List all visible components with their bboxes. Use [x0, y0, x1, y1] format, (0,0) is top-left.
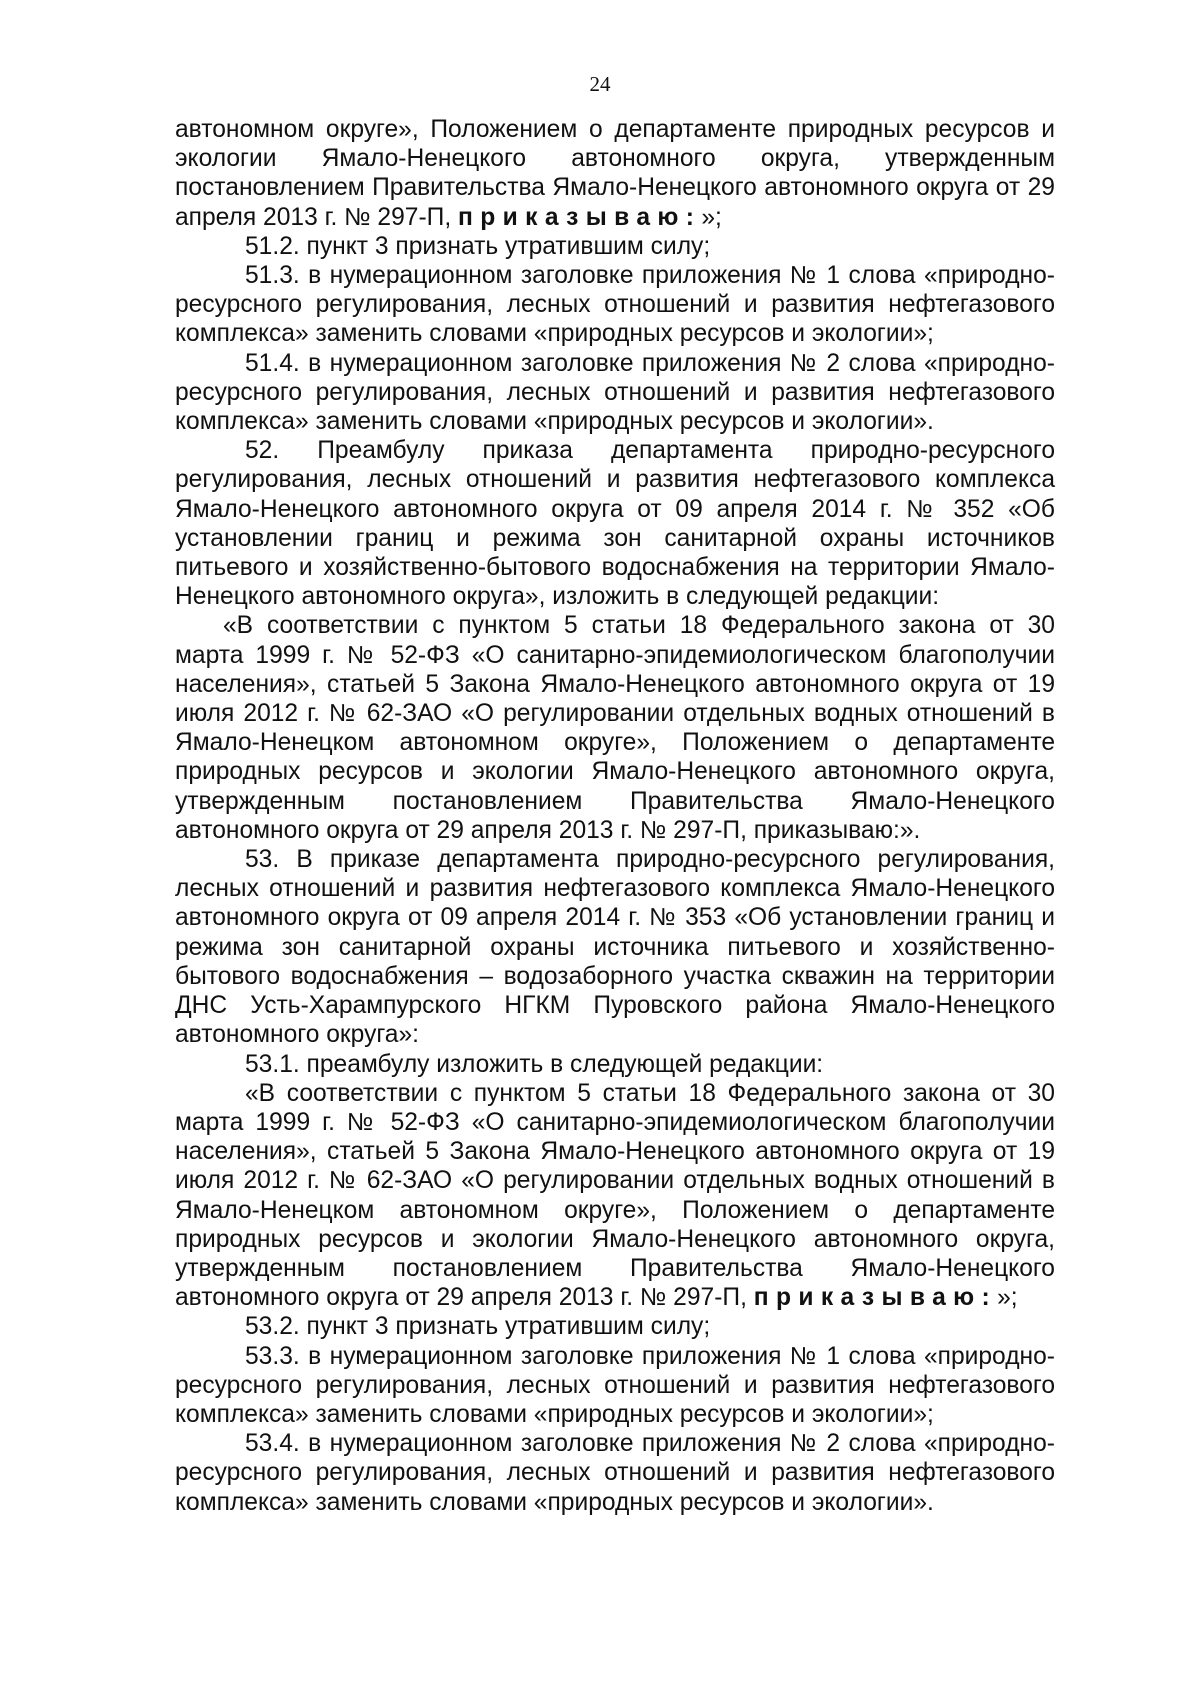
paragraph-52: 52. Преамбулу приказа департамента природно-ресурсного регулирования, лесных отношений и развития нефтегазового комплекса Ямало-Ненецкого автономного округа от 09 апреля 2014 г. № 352 «Об установлении границ и режима зон санитарной охраны источников питьевого и хозяйственно-бытового водоснабжения на территории Ямало-Ненецкого автономного округа», изложить в следующей редакции:	[175, 437, 1055, 611]
paragraph-51-2: 51.2. пункт 3 признать утратившим силу;	[245, 232, 711, 260]
paragraph-53-4: 53.4. в нумерационном заголовке приложения № 2 слова «природно-ресурсного регулирования, лесных отношений и развития нефтегазового комплекса» заменить словами «природных ресурсов и экологии».	[175, 1430, 1055, 1516]
page-number: 24	[589, 72, 611, 96]
paragraph-53-1-quote	[175, 1079, 1055, 1313]
paragraph-53-1: 53.1. преамбулу изложить в следующей редакции:	[245, 1050, 824, 1078]
paragraph-continuation	[175, 115, 1055, 232]
paragraph-53-2: 53.2. пункт 3 признать утратившим силу;	[245, 1313, 711, 1341]
paragraph-text: «В соответствии с пунктом 5 статьи 18 Федерального закона от 30 марта 1999 г. № 52-ФЗ «О санитарно-эпидемиологическом благополучии населения», статьей 5 Закона Ямало-Ненецкого автономного округа от 19 июля 2012 г. № 62-ЗАО «О регулировании отдельных водных отношений в Ямало-Ненецком автономном округе», Положением о департаменте природных ресурсов и экологии Ямало-Ненецкого автономного округа, утвержденным постановлением Правительства Ямало-Ненецкого автономного округа от 29 апреля 2013 г. № 297-П,	[175, 1079, 1055, 1312]
paragraph-53: 53. В приказе департамента природно-ресурсного регулирования, лесных отношений и развития нефтегазового комплекса Ямало-Ненецкого автономного округа от 09 апреля 2014 г. № 353 «Об установлении границ и режима зон санитарной охраны источника питьевого и хозяйственно-бытового водоснабжения – водозаборного участка скважин на территории ДНС Усть-Харампурского НГКМ Пуровского района Ямало-Ненецкого автономного округа»:	[175, 846, 1055, 1049]
paragraph-51-4: 51.4. в нумерационном заголовке приложения № 2 слова «природно-ресурсного регулирования, лесных отношений и развития нефтегазового комплекса» заменить словами «природных ресурсов и экологии».	[175, 349, 1055, 436]
paragraph-text: автономном округе», Положением о департаменте природных ресурсов и экологии Ямало-Ненецкого автономного округа, утвержденным постановлением Правительства Ямало-Ненецкого автономного округа от 29 апреля 2013 г. № 297-П,	[175, 116, 1055, 231]
paragraph-51-3: 51.3. в нумерационном заголовке приложения № 1 слова «природно-ресурсного регулирования, лесных отношений и развития нефтегазового комплекса» заменить словами «природных ресурсов и экологии»;	[175, 262, 1055, 348]
paragraph-text-end: »;	[997, 1284, 1018, 1312]
paragraph-52-quote: «В соответствии с пунктом 5 статьи 18 Федерального закона от 30 марта 1999 г. № 52-ФЗ «О санитарно-эпидемиологическом благополучии населения», статьей 5 Закона Ямало-Ненецкого автономного округа от 19 июля 2012 г. № 62-ЗАО «О регулировании отдельных водных отношений в Ямало-Ненецком автономном округе», Положением о департаменте природных ресурсов и экологии Ямало-Ненецкого автономного округа, утвержденным постановлением Правительства Ямало-Ненецкого автономного округа от 29 апреля 2013 г. № 297-П, приказываю:».	[175, 612, 1055, 844]
paragraph-text-end: »;	[701, 203, 722, 231]
order-word: приказываю:	[753, 1284, 998, 1312]
paragraph-53-3: 53.3. в нумерационном заголовке приложения № 1 слова «природно-ресурсного регулирования, лесных отношений и развития нефтегазового комплекса» заменить словами «природных ресурсов и экологии»;	[175, 1342, 1055, 1428]
order-word: приказываю:	[458, 203, 702, 231]
document-body	[175, 115, 1055, 1517]
